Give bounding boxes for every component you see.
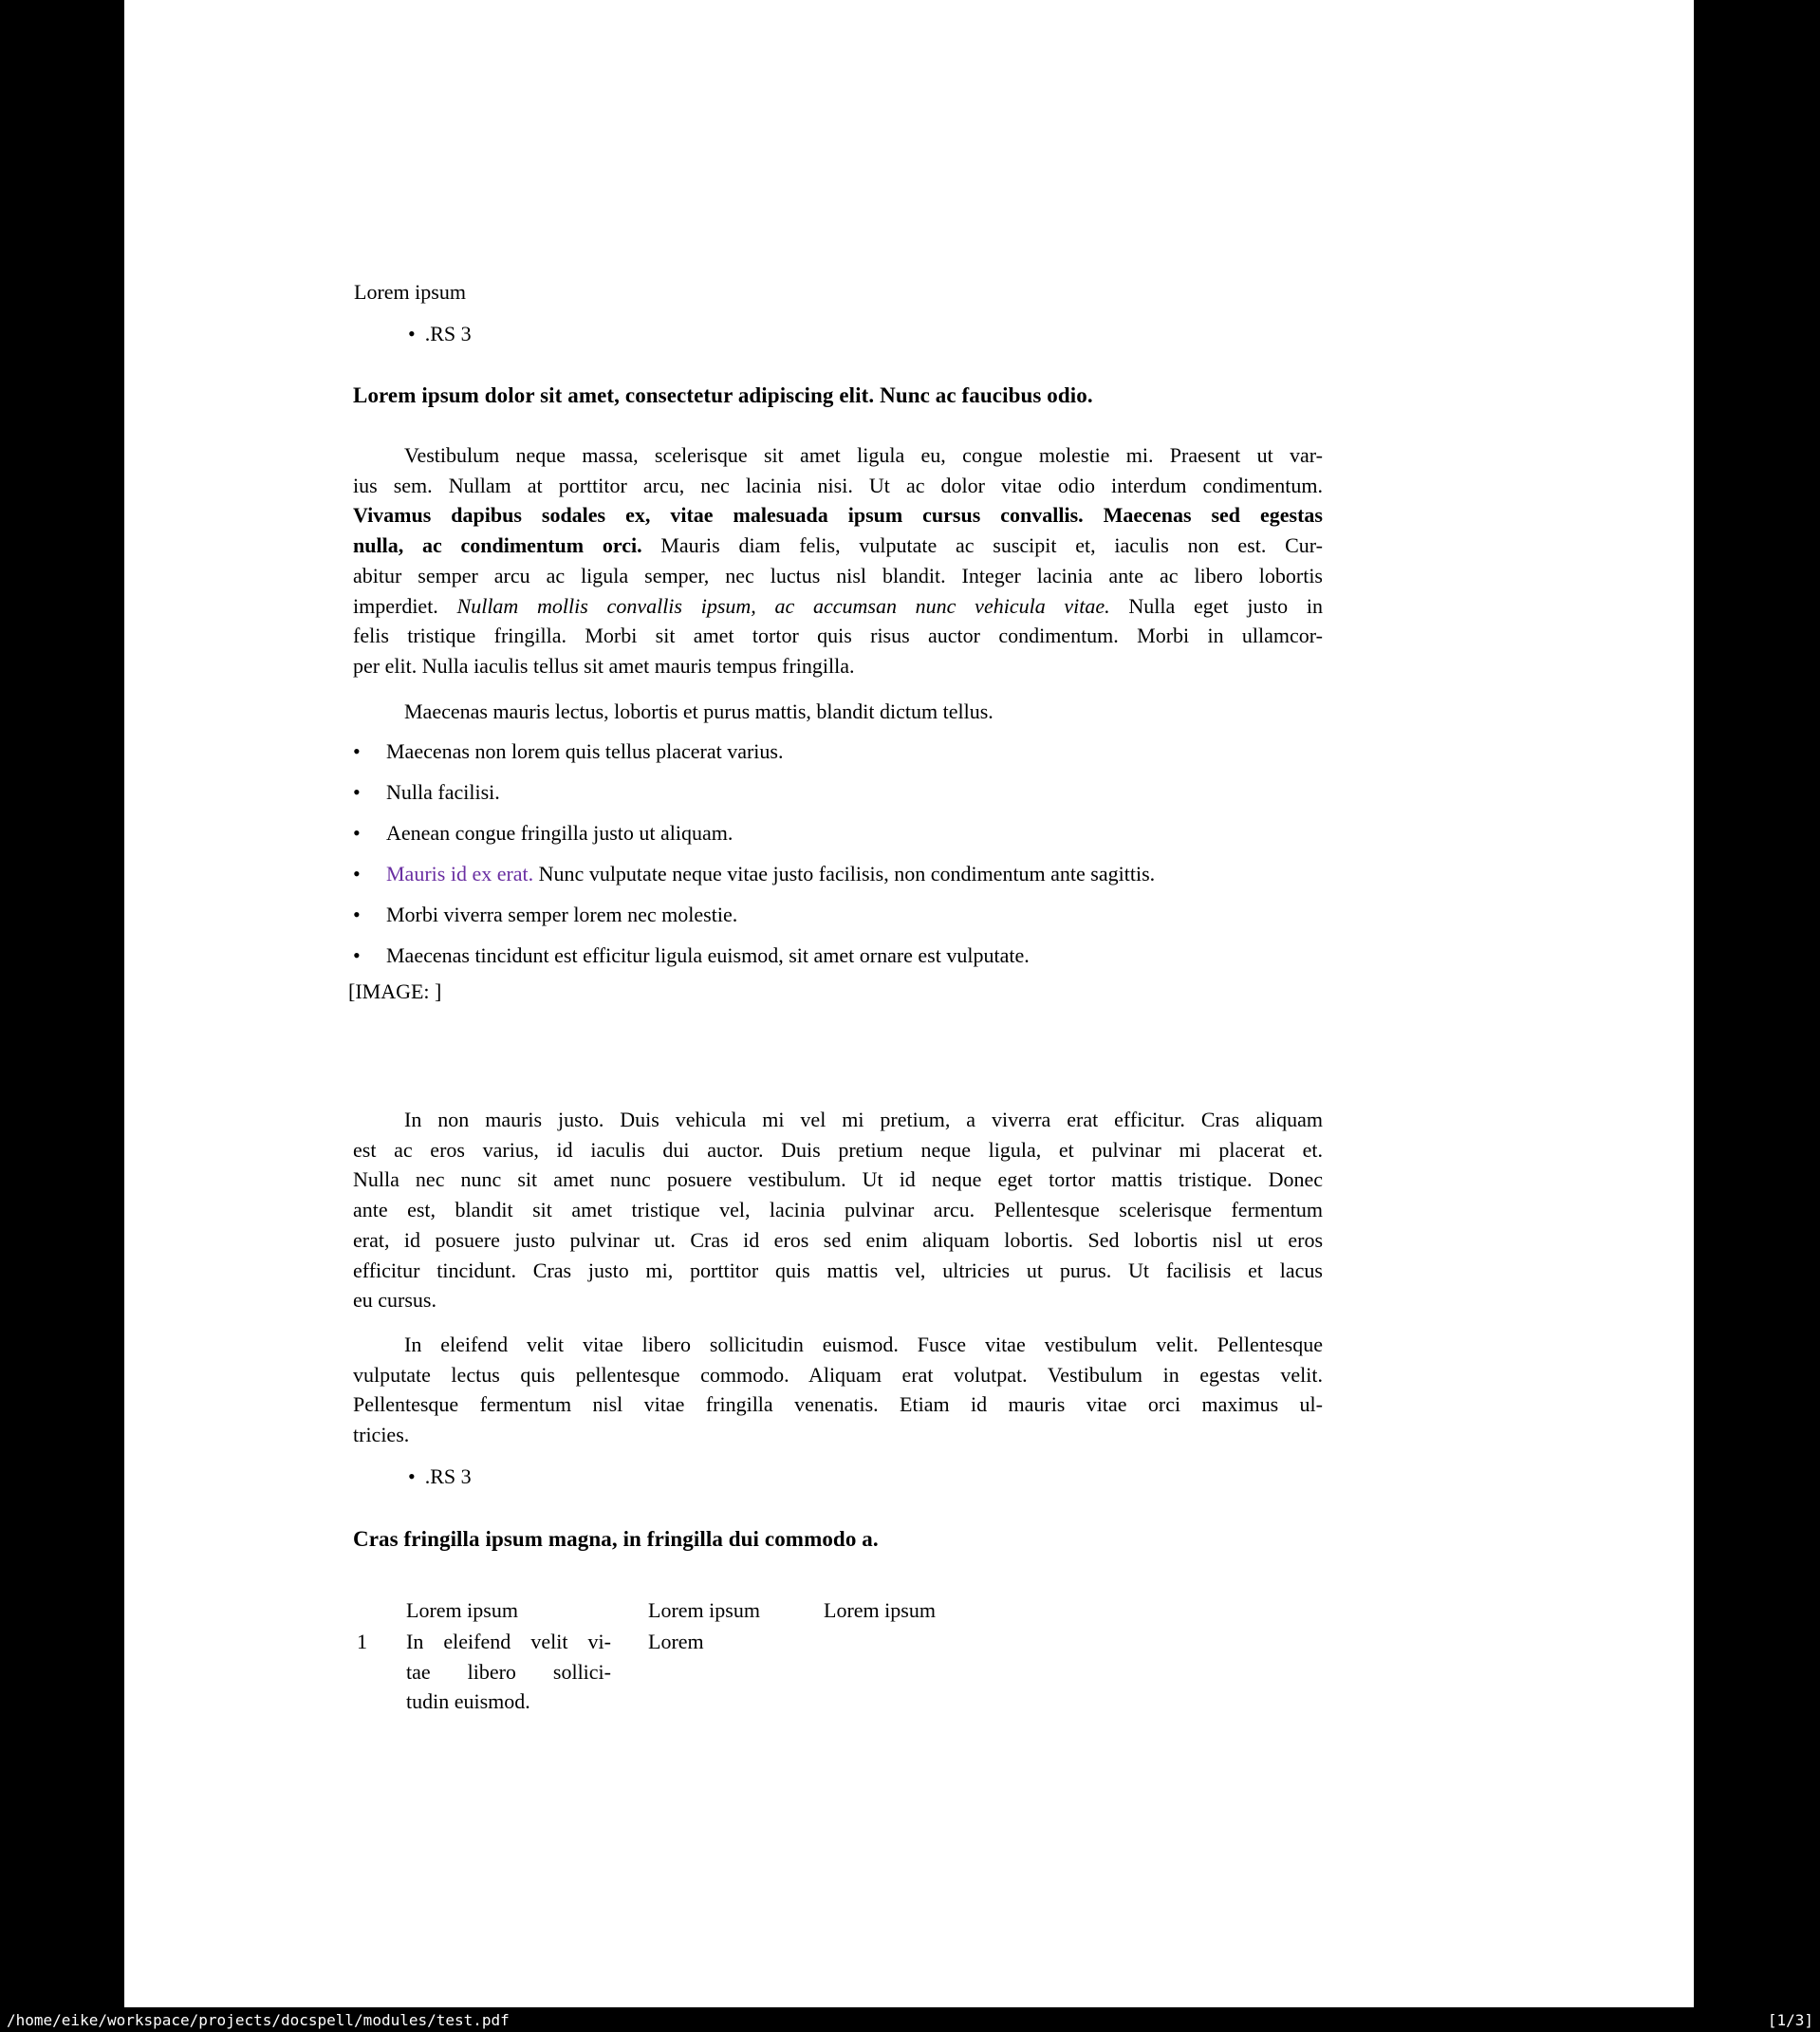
text-run: Vestibulum neque massa, scelerisque sit amet ligula eu, congue molestie mi. Praesent ut var- xyxy=(404,443,1323,467)
text-line xyxy=(353,1105,1323,1135)
table-row-number: 1 xyxy=(357,1630,367,1653)
paragraph-1 xyxy=(353,440,1323,681)
text-run: In non mauris justo. Duis vehicula mi vel mi pretium, a viverra erat efficitur. Cras aliquam xyxy=(404,1108,1323,1131)
text-run: Maecenas non lorem quis tellus placerat varius. xyxy=(386,739,784,763)
text-run: ius sem. Nullam at porttitor arcu, nec lacinia nisi. Ut ac dolor vitae odio interdum condimentum. xyxy=(353,473,1323,497)
text-line xyxy=(353,1330,1323,1360)
text-line xyxy=(353,1389,1323,1420)
text-run: tricies. xyxy=(353,1423,410,1447)
list-item xyxy=(353,772,1323,812)
text-run: Nunc vulputate neque vitae justo facilisis, non condimentum ante sagittis. xyxy=(533,862,1156,886)
text-line xyxy=(353,1285,1323,1315)
text-line xyxy=(353,621,1323,651)
text-line xyxy=(353,440,1323,471)
rs-directive-text: .RS 3 xyxy=(424,1464,472,1488)
text-line xyxy=(406,1627,611,1657)
text-line xyxy=(353,1360,1323,1390)
text-line xyxy=(406,1657,611,1687)
table-header-col1: Lorem ipsum xyxy=(406,1598,518,1622)
list-item xyxy=(353,731,1323,772)
text-run: Vivamus dapibus sodales ex, vitae malesuada ipsum cursus convallis. Maecenas sed egestas xyxy=(353,503,1323,528)
text-line xyxy=(353,1225,1323,1256)
text-run: abitur semper arcu ac ligula semper, nec luctus nisl blandit. Integer lacinia ante ac libero lobortis xyxy=(353,563,1323,587)
statusbar-page-indicator: [1/3] xyxy=(1767,2010,1813,2029)
bullet-icon: • xyxy=(353,821,361,845)
text-line xyxy=(353,591,1323,622)
statusbar-filepath: /home/eike/workspace/projects/docspell/modules/test.pdf xyxy=(7,2010,510,2029)
text-line xyxy=(353,1420,1323,1450)
pdf-page xyxy=(124,0,1694,2007)
image-placeholder: [IMAGE: ] xyxy=(348,979,442,1003)
bullet-icon: • xyxy=(408,322,416,345)
text-run: efficitur tincidunt. Cras justo mi, porttitor quis mattis vel, ultricies ut purus. Ut facilisis et lacus xyxy=(353,1258,1323,1282)
maecenas-line: Maecenas mauris lectus, lobortis et purus mattis, blandit dictum tellus. xyxy=(404,699,994,723)
text-run: Morbi viverra semper lorem nec molestie. xyxy=(386,903,738,926)
list-item xyxy=(353,812,1323,853)
text-run: eu cursus. xyxy=(353,1288,436,1313)
rs-directive-text: .RS 3 xyxy=(424,322,472,345)
rs-bullet-line xyxy=(408,320,472,348)
intro-label: Lorem ipsum xyxy=(354,280,466,304)
list-item-text xyxy=(386,780,500,804)
paragraph-2 xyxy=(353,1105,1323,1315)
statusbar xyxy=(0,2007,1820,2032)
text-run: tudin euismod. xyxy=(406,1689,530,1714)
text-run: est ac eros varius, id iaculis dui auctor. Duis pretium neque ligula, et pulvinar mi placerat et. xyxy=(353,1137,1323,1162)
text-line xyxy=(353,561,1323,591)
text-line xyxy=(353,1256,1323,1286)
table xyxy=(353,1595,1323,1722)
text-run: Nulla facilisi. xyxy=(386,780,500,804)
text-run: Maecenas tincidunt est efficitur ligula euismod, sit amet ornare est vulputate. xyxy=(386,943,1030,967)
rs-bullet-line-2 xyxy=(408,1463,472,1491)
list-item-text xyxy=(386,943,1030,967)
pdf-link[interactable]: Mauris id ex erat. xyxy=(386,862,534,886)
text-line xyxy=(353,651,1323,681)
text-run: In eleifend velit vitae libero sollicitudin euismod. Fusce vitae vestibulum velit. Pellentesque xyxy=(404,1333,1323,1356)
list-item-text xyxy=(386,862,1155,886)
bullet-icon: • xyxy=(353,739,361,763)
text-line xyxy=(353,500,1323,531)
list-item-text xyxy=(386,903,737,926)
list-item xyxy=(353,894,1323,935)
table-header-col2: Lorem ipsum xyxy=(648,1598,760,1622)
table-header-row xyxy=(353,1595,1323,1627)
text-run: Nulla eget justo in xyxy=(1109,593,1323,618)
text-line xyxy=(353,1135,1323,1165)
text-run: imperdiet. xyxy=(353,593,457,618)
bullet-icon: • xyxy=(353,780,361,804)
text-run: Nulla nec nunc sit amet nunc posuere vestibulum. Ut id neque eget tortor mattis tristique. Donec xyxy=(353,1167,1323,1192)
text-run: nulla, ac condimentum orci. xyxy=(353,533,642,558)
list-item xyxy=(353,935,1323,976)
list-item xyxy=(353,853,1323,894)
list-item-text xyxy=(386,821,733,845)
text-run: ante est, blandit sit amet tristique vel, lacinia pulvinar arcu. Pellentesque scelerisque fermentum xyxy=(353,1198,1323,1222)
list-item-text xyxy=(386,739,783,763)
text-line xyxy=(353,531,1323,561)
bullet-icon: • xyxy=(353,903,361,926)
table-header-col3: Lorem ipsum xyxy=(824,1598,936,1622)
paragraph-3 xyxy=(353,1330,1323,1450)
text-run: In eleifend velit vi- xyxy=(406,1630,611,1653)
text-line xyxy=(353,1195,1323,1225)
text-run: Nullam mollis convallis ipsum, ac accumsan nunc vehicula vitae. xyxy=(456,593,1110,618)
text-run: Pellentesque fermentum nisl vitae fringilla venenatis. Etiam id mauris vitae orci maximus ul- xyxy=(353,1392,1323,1417)
text-line xyxy=(353,471,1323,501)
bullet-list xyxy=(353,731,1323,976)
section-heading-2: Cras fringilla ipsum magna, in fringilla dui commodo a. xyxy=(353,1527,879,1551)
text-run: felis tristique fringilla. Morbi sit amet tortor quis risus auctor condimentum. Morbi in ullamcor- xyxy=(353,624,1323,648)
section-heading-1: Lorem ipsum dolor sit amet, consectetur adipiscing elit. Nunc ac faucibus odio. xyxy=(353,383,1093,407)
table-cell-col1 xyxy=(406,1627,611,1717)
bullet-icon: • xyxy=(353,943,361,967)
text-line xyxy=(353,1165,1323,1195)
text-run: vulputate lectus quis pellentesque commodo. Aliquam erat volutpat. Vestibulum in egestas velit. xyxy=(353,1362,1323,1387)
text-run: Aenean congue fringilla justo ut aliquam. xyxy=(386,821,734,845)
bullet-icon: • xyxy=(353,862,361,886)
text-run: erat, id posuere justo pulvinar ut. Cras id eros sed enim aliquam lobortis. Sed lobortis nisl ut eros xyxy=(353,1227,1323,1252)
text-run: per elit. Nulla iaculis tellus sit amet mauris tempus fringilla. xyxy=(353,653,855,678)
bullet-icon: • xyxy=(408,1464,416,1488)
text-run: Mauris diam felis, vulputate ac suscipit et, iaculis non est. Cur- xyxy=(641,533,1323,558)
table-cell-col2: Lorem xyxy=(648,1630,704,1653)
text-line xyxy=(406,1687,611,1717)
text-run: tae libero sollici- xyxy=(406,1659,611,1684)
table-row xyxy=(353,1627,1323,1722)
